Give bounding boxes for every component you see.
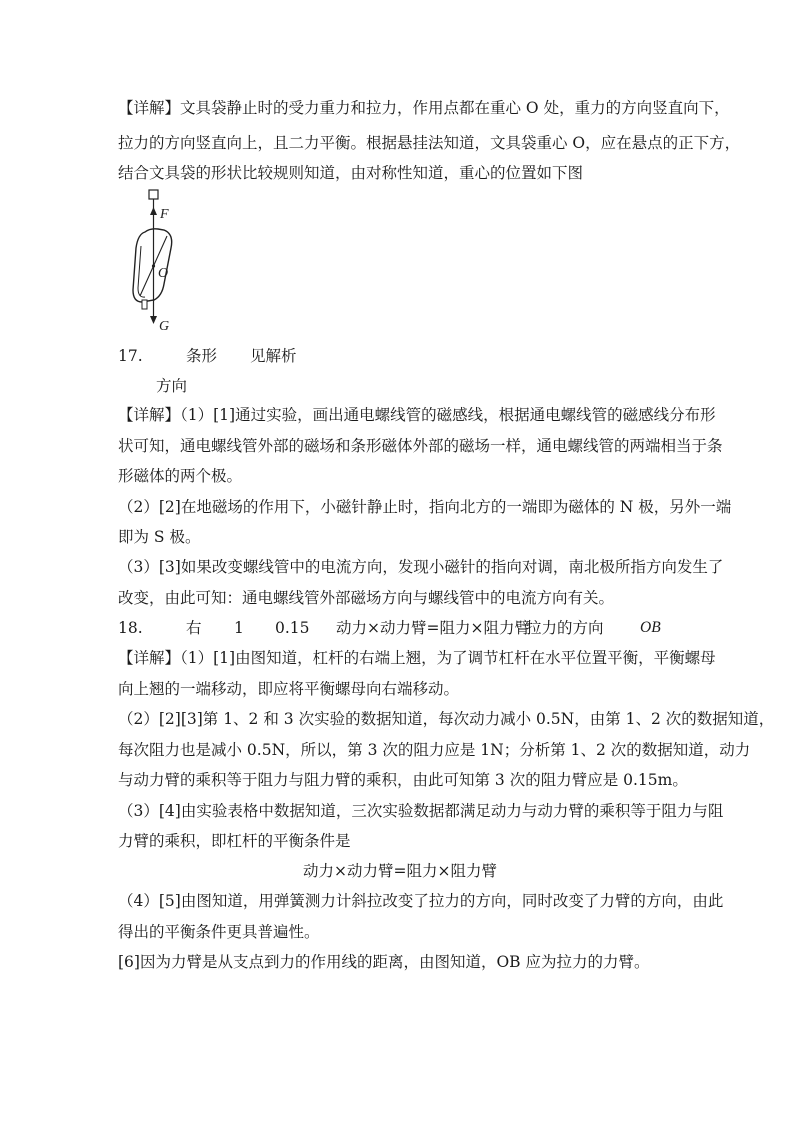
pencil-bag-force-diagram xyxy=(118,188,188,338)
q18-answer-2: 1 xyxy=(234,619,244,637)
q18-number: 18. xyxy=(118,619,143,637)
q17-p1-line-1: 【详解】（1）[1]通过实验，画出通电螺线管的磁感线，根据通电螺线管的磁感线分布形 xyxy=(118,406,716,424)
q17-p2-line-2: 即为 S 极。 xyxy=(118,528,201,546)
zipper-tab-icon xyxy=(142,300,147,309)
q18-answer-6: OB xyxy=(640,619,661,636)
q16-detail-line-1: 【详解】文具袋静止时的受力重力和拉力，作用点都在重心 O 处，重力的方向竖直向下， xyxy=(118,99,730,117)
q18-answer-4: 动力×动力臂=阻力×阻力臂 xyxy=(336,619,530,637)
q17-p1-line-2: 状可知，通电螺线管外部的磁场和条形磁体外部的磁场一样，通电螺线管的两端相当于条 xyxy=(118,437,723,455)
force-g-arrow-icon xyxy=(150,316,157,324)
bag-inner-edge xyxy=(138,246,145,297)
q18-answer-1: 右 xyxy=(186,619,202,637)
q18-formula: 动力×动力臂=阻力×阻力臂 xyxy=(303,862,497,880)
q17-answer-1: 条形 xyxy=(186,347,218,365)
q18-p4-line-1: （4）[5]由图知道，用弹簧测力计斜拉改变了拉力的方向，同时改变了力臂的方向，由此 xyxy=(118,892,724,910)
q17-p1-line-3: 形磁体的两个极。 xyxy=(118,467,243,485)
q17-answer-3: 方向 xyxy=(156,377,188,395)
q17-p3-line-1: （3）[3]如果改变螺线管中的电流方向，发现小磁针的指向对调，南北极所指方向发生了 xyxy=(118,558,724,576)
label-o: O xyxy=(158,266,169,281)
q18-p5-line-1: [6]因为力臂是从支点到力的作用线的距离，由图知道，OB 应为拉力的力臂。 xyxy=(118,953,650,971)
q18-p1-line-1: 【详解】（1）[1]由图知道，杠杆的右端上翘，为了调节杠杆在水平位置平衡，平衡螺母 xyxy=(118,649,716,667)
q18-p3-line-2: 力臂的乘积，即杠杆的平衡条件是 xyxy=(118,832,351,850)
hook-icon xyxy=(149,190,158,199)
q17-answer-2: 见解析 xyxy=(250,347,297,365)
q16-detail-line-3: 结合文具袋的形状比较规则知道，由对称性知道，重心的位置如下图 xyxy=(118,164,584,182)
q18-p1-line-2: 向上翘的一端移动，即应将平衡螺母向右端移动。 xyxy=(118,680,460,698)
q18-p3-line-1: （3）[4]由实验表格中数据知道，三次实验数据都满足动力与动力臂的乘积等于阻力与阻 xyxy=(118,802,724,820)
q18-answer-5: 拉力的方向 xyxy=(526,619,604,637)
q17-p2-line-1: （2）[2]在地磁场的作用下，小磁针静止时，指向北方的一端即为磁体的 N 极，另外一端 xyxy=(118,498,732,516)
q17-p3-line-2: 改变，由此可知：通电螺线管外部磁场方向与螺线管中的电流方向有关。 xyxy=(118,589,615,607)
label-g: G xyxy=(159,319,170,334)
q17-number: 17. xyxy=(118,347,143,365)
force-f-arrow-icon xyxy=(150,207,157,215)
q18-answer-3: 0.15 xyxy=(275,619,310,637)
q18-p2-line-2: 每次阻力也是减小 0.5N，所以，第 3 次的阻力应是 1N；分析第 1、2 次的数据知道，动力 xyxy=(118,741,751,759)
label-f: F xyxy=(160,207,169,222)
q16-detail-line-2: 拉力的方向竖直向上，且二力平衡。根据悬挂法知道，文具袋重心 O，应在悬点的正下方， xyxy=(118,134,741,152)
q18-p4-line-2: 得出的平衡条件更具普遍性。 xyxy=(118,923,320,941)
center-point xyxy=(152,264,155,267)
q18-p2-line-1: （2）[2][3]第 1、2 和 3 次实验的数据知道，每次动力减小 0.5N，由第 1、2 次的数据知道， xyxy=(118,710,775,728)
q18-p2-line-3: 与动力臂的乘积等于阻力与阻力臂的乘积，由此可知第 3 次的阻力臂应是 0.15m。 xyxy=(118,771,688,789)
